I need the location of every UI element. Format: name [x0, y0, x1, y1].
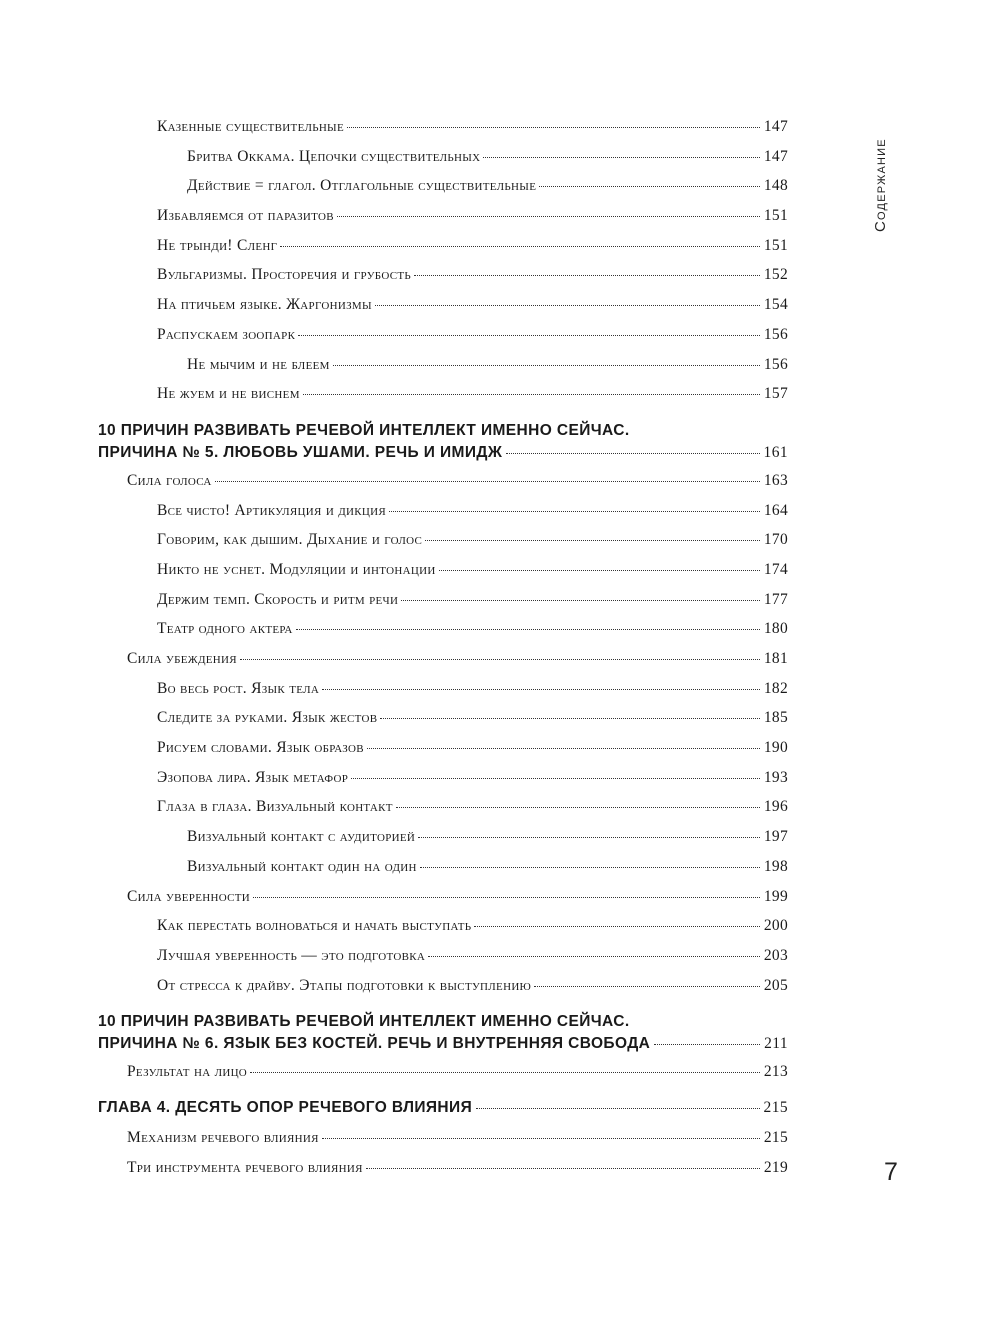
toc-entry[interactable]	[98, 798, 788, 828]
toc-entry-page: 213	[763, 1063, 788, 1081]
toc-entry-title: Во весь рост. Язык тела	[157, 679, 320, 697]
toc-entry[interactable]	[98, 709, 788, 739]
dot-leader	[322, 1138, 760, 1139]
toc-entry-page: 157	[763, 385, 788, 403]
dot-leader	[428, 956, 760, 957]
toc-entry-page: 180	[763, 620, 788, 638]
toc-entry-page: 170	[763, 531, 788, 549]
toc-entry-title: Результат на лицо	[127, 1063, 247, 1081]
dot-leader	[439, 570, 760, 571]
toc-entry[interactable]	[98, 769, 788, 799]
dot-leader	[250, 1072, 760, 1073]
toc-chapter-heading[interactable]	[98, 1099, 788, 1129]
dot-leader	[296, 629, 760, 630]
toc-entry[interactable]	[98, 591, 788, 621]
toc-entry-title: Эзопова лира. Язык метафор	[157, 768, 349, 786]
toc-entry-title: На птичьем языке. Жаргонизмы	[157, 296, 372, 314]
toc-entry-title: Механизм речевого влияния	[127, 1128, 319, 1146]
toc-entry[interactable]	[98, 917, 788, 947]
toc-entry-title: Держим темп. Скорость и ритм речи	[157, 590, 399, 608]
toc-entry-page: 219	[763, 1158, 788, 1176]
toc-entry-page: 193	[763, 768, 788, 786]
dot-leader	[414, 275, 760, 276]
toc-entry-page: 190	[763, 739, 788, 757]
toc-chapter-heading[interactable]	[98, 1009, 788, 1063]
dot-leader	[322, 689, 760, 690]
toc-entry[interactable]	[98, 828, 788, 858]
dot-leader	[654, 1044, 760, 1045]
toc-entry[interactable]	[98, 502, 788, 532]
running-section-label: Содержание	[872, 138, 889, 232]
toc-entry-page: 185	[763, 709, 788, 727]
toc-entry-title: Вульгаризмы. Просторечия и грубость	[157, 266, 411, 284]
toc-entry[interactable]	[98, 207, 788, 237]
toc-entry-title: Сила уверенности	[127, 887, 251, 905]
toc-entry-title: Три инструмента речевого влияния	[127, 1158, 363, 1176]
toc-entry-page: 156	[763, 355, 788, 373]
toc-entry-title: Не мычим и не блеем	[187, 355, 330, 373]
dot-leader	[337, 216, 760, 217]
toc-entry-title: Никто не уснет. Модуляции и интонации	[157, 560, 436, 578]
toc-entry-page: 215	[763, 1098, 788, 1116]
dot-leader	[347, 127, 760, 128]
toc-entry-page: 154	[763, 296, 788, 314]
dot-leader	[534, 986, 760, 987]
toc-entry[interactable]	[98, 1129, 788, 1159]
toc-entry-title: Театр одного актера	[157, 620, 293, 638]
toc-entry-page: 196	[763, 798, 788, 816]
toc-entry[interactable]	[98, 118, 788, 148]
toc-entry[interactable]	[98, 237, 788, 267]
toc-entry[interactable]	[98, 888, 788, 918]
toc-entry-page: 177	[763, 590, 788, 608]
toc-entry-page: 148	[763, 177, 788, 195]
toc-entry[interactable]	[98, 858, 788, 888]
toc-entry-title: Избавляемся от паразитов	[157, 207, 334, 225]
toc-entry-title: От стресса к драйву. Этапы подготовки к выступлению	[157, 976, 532, 994]
toc-entry-page: 197	[763, 828, 788, 846]
toc-entry-page: 211	[764, 1035, 788, 1053]
dot-leader	[483, 157, 759, 158]
toc-entry-title: Все чисто! Артикуляция и дикция	[157, 501, 387, 519]
dot-leader	[418, 837, 760, 838]
toc-entry[interactable]	[98, 177, 788, 207]
toc-entry[interactable]	[98, 385, 788, 415]
toc-entry[interactable]	[98, 620, 788, 650]
toc-entry-title: Не трынди! Сленг	[157, 236, 278, 254]
dot-leader	[366, 1168, 760, 1169]
dot-leader	[303, 394, 760, 395]
dot-leader	[539, 186, 760, 187]
chapter-heading-line2: ПРИЧИНА № 6. ЯЗЫК БЕЗ КОСТЕЙ. РЕЧЬ И ВНУТРЕННЯЯ СВОБОДА	[98, 1035, 651, 1053]
toc-entry-page: 182	[763, 679, 788, 697]
dot-leader	[474, 926, 759, 927]
dot-leader	[253, 897, 760, 898]
toc-entry-title: Казенные существительные	[157, 118, 344, 135]
dot-leader	[420, 867, 760, 868]
toc-entry-page: 199	[763, 887, 788, 905]
toc-entry-title: Действие = глагол. Отглагольные существительные	[187, 177, 537, 195]
toc-entry-page: 181	[763, 650, 788, 667]
dot-leader	[215, 481, 760, 482]
toc-entry-title: Визуальный контакт с аудиторией	[187, 828, 416, 846]
toc-entry[interactable]	[98, 148, 788, 178]
toc-entry-title: Глаза в глаза. Визуальный контакт	[157, 798, 393, 816]
toc-entry[interactable]	[98, 680, 788, 710]
dot-leader	[389, 511, 760, 512]
table-of-contents	[98, 118, 788, 1188]
dot-leader	[240, 659, 760, 660]
toc-entry[interactable]	[98, 947, 788, 977]
chapter-heading-line2: ПРИЧИНА № 5. ЛЮБОВЬ УШАМИ. РЕЧЬ И ИМИДЖ	[98, 443, 503, 461]
toc-entry-title: Сила убеждения	[127, 650, 237, 667]
toc-entry-page: 174	[763, 560, 788, 578]
dot-leader	[506, 453, 759, 454]
toc-entry-title: Лучшая уверенность — это подготовка	[157, 946, 426, 964]
toc-entry-title: Не жуем и не виснем	[157, 385, 300, 403]
dot-leader	[333, 365, 760, 366]
toc-entry-page: 147	[763, 147, 788, 165]
toc-entry[interactable]	[98, 531, 788, 561]
toc-entry-title: Рисуем словами. Язык образов	[157, 739, 364, 757]
dot-leader	[380, 718, 759, 719]
toc-entry[interactable]	[98, 296, 788, 326]
toc-entry[interactable]	[98, 1159, 788, 1189]
chapter-heading-line1: 10 ПРИЧИН РАЗВИВАТЬ РЕЧЕВОЙ ИНТЕЛЛЕКТ ИМЕННО СЕЙЧАС.	[98, 1013, 630, 1031]
toc-entry-page: 147	[763, 118, 788, 135]
chapter-heading-title: ГЛАВА 4. ДЕСЯТЬ ОПОР РЕЧЕВОГО ВЛИЯНИЯ	[98, 1098, 473, 1116]
toc-entry-title: Визуальный контакт один на один	[187, 857, 417, 875]
toc-entry-page: 215	[763, 1128, 788, 1146]
toc-entry-page: 163	[763, 471, 788, 489]
toc-entry[interactable]	[98, 739, 788, 769]
toc-entry-page: 198	[763, 857, 788, 875]
toc-entry-title: Бритва Оккама. Цепочки существительных	[187, 147, 481, 165]
toc-entry-page: 151	[763, 236, 788, 254]
toc-chapter-heading[interactable]	[98, 418, 788, 472]
toc-entry-page: 152	[763, 266, 788, 284]
toc-entry[interactable]	[98, 561, 788, 591]
dot-leader	[367, 748, 760, 749]
toc-entry-page: 164	[763, 501, 788, 519]
toc-entry-title: Как перестать волноваться и начать выступать	[157, 917, 472, 935]
toc-entry-title: Следите за руками. Язык жестов	[157, 709, 378, 727]
toc-entry[interactable]	[98, 472, 788, 502]
toc-entry[interactable]	[98, 1063, 788, 1093]
dot-leader	[401, 600, 760, 601]
toc-entry[interactable]	[98, 356, 788, 386]
toc-entry[interactable]	[98, 650, 788, 680]
toc-entry-title: Говорим, как дышим. Дыхание и голос	[157, 531, 423, 549]
toc-entry-page: 203	[763, 946, 788, 964]
toc-entry-page: 156	[763, 325, 788, 343]
dot-leader	[280, 246, 760, 247]
toc-entry-page: 161	[763, 443, 788, 461]
dot-leader	[476, 1108, 759, 1109]
dot-leader	[351, 778, 760, 779]
toc-entry[interactable]	[98, 266, 788, 296]
toc-entry-title: Распускаем зоопарк	[157, 325, 296, 343]
toc-entry-page: 200	[763, 917, 788, 935]
toc-entry-page: 151	[763, 207, 788, 225]
toc-entry[interactable]	[98, 977, 788, 1007]
toc-entry[interactable]	[98, 326, 788, 356]
page-number: 7	[884, 1158, 898, 1186]
dot-leader	[425, 540, 760, 541]
dot-leader	[298, 335, 760, 336]
dot-leader	[375, 305, 760, 306]
toc-entry-page: 205	[763, 976, 788, 994]
chapter-heading-line1: 10 ПРИЧИН РАЗВИВАТЬ РЕЧЕВОЙ ИНТЕЛЛЕКТ ИМЕННО СЕЙЧАС.	[98, 421, 630, 439]
dot-leader	[396, 807, 760, 808]
toc-entry-title: Сила голоса	[127, 471, 212, 489]
